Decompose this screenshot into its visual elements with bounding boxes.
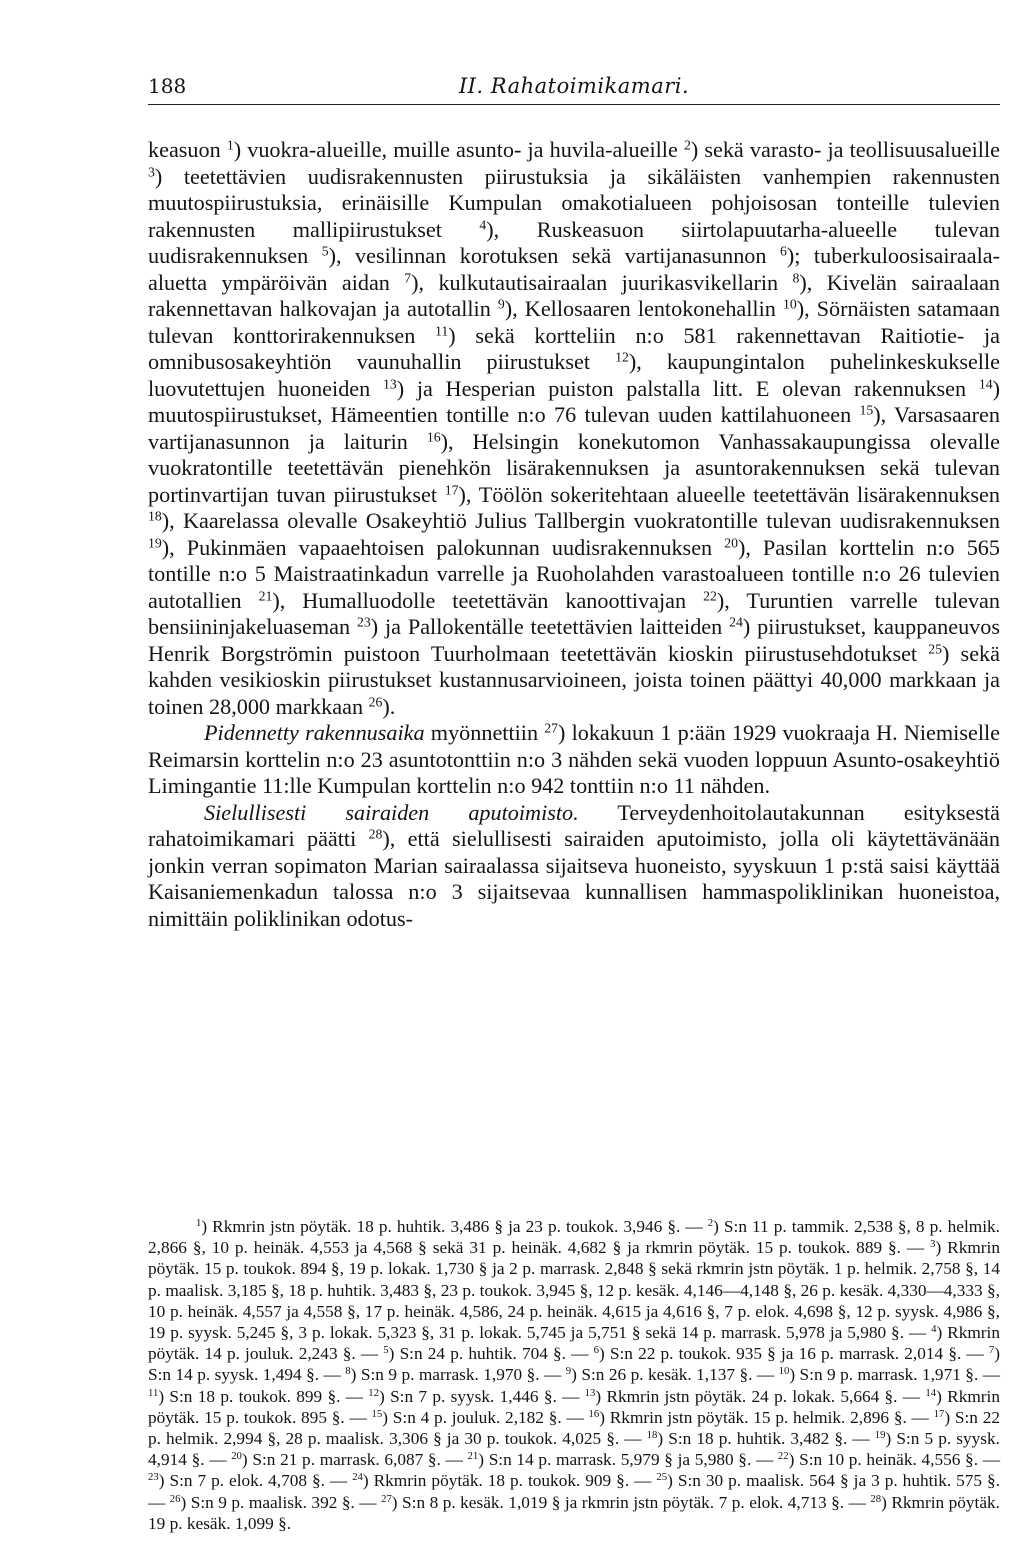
footnote-ref: 2 — [707, 1217, 714, 1230]
text-run: ) S:n 9 p. marrask. 1,971 §. — — [789, 1365, 1001, 1385]
footnote-ref: 25 — [656, 1471, 668, 1484]
footnote-ref: 26 — [169, 1492, 181, 1505]
footnote-ref: 21 — [467, 1450, 479, 1463]
footnote-ref: 23 — [356, 614, 371, 630]
text-run: ) S:n 22 p. helmik. 2,994 §, 28 p. maalisk. 3,306 § ja 30 p. toukok. 4,025 §. — — [148, 1407, 1000, 1449]
text-run: ) S:n 24 p. huhtik. 704 §. — — [388, 1344, 594, 1364]
footnote-ref: 10 — [782, 296, 797, 312]
footnote-ref: 26 — [368, 693, 383, 709]
footnote-ref: 14 — [925, 1386, 937, 1399]
text-run: ) sekä kortteliin n:o 581 rakennettavan Raitiotie- ja omnibusosakeyhtiön vaunuhallin piirustukset — [148, 322, 1000, 374]
footnote-ref: 27 — [381, 1492, 392, 1505]
footnote-ref: 21 — [258, 587, 273, 603]
text-run: ), Turuntien varrelle tulevan bensiininjakeluaseman — [148, 587, 1000, 639]
footnote-ref: 20 — [231, 1450, 242, 1463]
footnote-ref: 15 — [859, 402, 874, 418]
text-run: ) sekä varasto- ja teollisuusalueille — [690, 137, 1000, 162]
footnote-ref: 11 — [148, 1386, 159, 1399]
footnote-ref: 27 — [544, 720, 558, 736]
footnote-ref: 16 — [426, 428, 441, 444]
text-run: ), vesilinnan korotuksen sekä vartijanasunnon — [328, 243, 780, 268]
footnote-ref: 9 — [497, 296, 505, 312]
footnote-ref: 19 — [148, 534, 162, 550]
footnote-ref: 6 — [780, 243, 787, 259]
footnote-ref: 18 — [646, 1429, 658, 1442]
text-run: ), Pasilan korttelin n:o 565 tontille n:o 5 Maistraatinkadun varrelle ja Ruoholahden varastoalueen tontille n:o 26 tulevien autotallien — [148, 534, 1000, 613]
footnote-ref: 23 — [148, 1471, 159, 1484]
text-run: ); tuberkuloosisairaala-aluetta ympäröivän aidan — [148, 243, 1000, 295]
text-run: ) S:n 9 p. maalisk. 392 §. — — [180, 1492, 382, 1512]
text-run: keasuon — [148, 137, 227, 162]
text-run: ) Rkmrin jstn pöytäk. 15 p. helmik. 2,896 §. — — [599, 1407, 934, 1427]
text-run: ) teetettävien uudisrakennusten piirustuksia ja sikäläisten vanhempien rakennusten muutospiirustuksia, erinäisille Kumpulan omakotialueen pohjoisosan tonteille tulevien rakennusten mallipiirustukset — [148, 163, 1000, 242]
footnote-ref: 22 — [777, 1450, 789, 1463]
text-run: ) S:n 5 p. syysk. 4,914 §. — — [148, 1429, 1000, 1470]
text-run: ) S:n 9 p. marrask. 1,970 §. — — [350, 1365, 566, 1385]
footnote-ref: 4 — [479, 216, 487, 232]
footnote-ref: 8 — [345, 1365, 351, 1378]
page-header — [148, 70, 1000, 104]
footnote-ref: 13 — [584, 1386, 596, 1399]
footnote-ref: 28 — [870, 1492, 882, 1505]
text-run: ) S:n 30 p. maalisk. 564 § ja 3 p. huhtik. 575 §. — — [148, 1471, 1001, 1512]
text-run: ) S:n 7 p. elok. 4,708 §. — — [158, 1471, 353, 1491]
text-run: ) vuokra-alueille, muille asunto- ja huvila-alueille — [233, 137, 684, 162]
text-run: myönnettiin — [424, 720, 545, 745]
text-run: ) S:n 7 p. syysk. 1,446 §. — — [379, 1386, 585, 1406]
text-run: ), Töölön sokeritehtaan alueelle teetettävän lisärakennuksen — [458, 481, 1000, 507]
running-title: II. Rahatoimikamari. — [458, 74, 690, 98]
section-title: Sielullisesti sairaiden aputoimisto. — [204, 799, 579, 825]
footnote-ref: 12 — [615, 349, 629, 365]
text-run: ) piirustukset, kauppaneuvos Henrik Borgströmin puistoon Tuurholmaan teetettävän kioskin piirustusehdotukset — [148, 614, 1000, 666]
text-run: ), Kivelän sairaalaan rakennettavan halkovajan ja autotallin — [148, 269, 1001, 321]
footnote-ref: 7 — [988, 1344, 995, 1357]
text-run: ), kulkutautisairaalan juurikasvikellarin — [411, 269, 793, 295]
footnote-ref: 19 — [874, 1429, 886, 1442]
text-run: ), Kellosaaren lentokonehallin — [504, 296, 783, 321]
text-run: ) ja Pallokentälle teetettävien laitteiden — [370, 614, 730, 639]
text-run: ) Rkmrin pöytäk. 19 p. kesäk. 1,099 §. — [148, 1492, 1000, 1533]
text-run: ), Sörnäisten satamaan tulevan konttorirakennuksen — [148, 296, 1000, 348]
footnote-ref: 28 — [368, 826, 383, 842]
text-run: ) S:n 8 p. kesäk. 1,019 § ja rkmrin jstn pöytäk. 7 p. elok. 4,713 §. — — [391, 1492, 871, 1512]
footnote-ref: 16 — [588, 1407, 600, 1420]
text-run: ) S:n 4 p. jouluk. 2,182 §. — — [382, 1407, 589, 1427]
paragraph-aputoimisto — [148, 800, 1000, 933]
footnote-ref: 1 — [196, 1217, 202, 1230]
text-run: ) Rkmrin pöytäk. 15 p. toukok. 894 §, 19 p. lokak. 1,730 § ja 2 p. marrask. 2,848 § sekä rkmrin jstn pöytäk. 1 p. helmik. 2,758 §, 14 p. maalisk. 3,185 §, 18 p. huhtik. 3,483 §, 23 p. toukok. 3,945 §, 12 p. kesäk. 4,146—4,148 §, 26 p. kesäk. 4,330—4,333 §, 10 p. heinäk. 4,557 ja 4,558 §, 17 p. heinäk. 4,586, 24 p. heinäk. 4,615 ja 4,616 §, 7 p. elok. 4,698 §, 12 p. syysk. 4,986 §, 19 p. syysk. 5,245 §, 3 p. lokak. 5,323 §, 31 p. lokak. 5,745 ja 5,751 § sekä 14 p. marrask. 5,978 ja 5,980 §. — — [148, 1238, 1000, 1343]
section-title: Pidennetty rakennusaika — [204, 720, 425, 745]
footnote-ref: 15 — [371, 1407, 383, 1420]
text-run: Terveydenhoitolautakunnan esityksestä rahatoimikamari päätti — [148, 799, 1000, 851]
text-run: ), Pukinmäen vapaaehtoisen palokunnan uudisrakennuksen — [161, 534, 725, 560]
footnote-ref: 17 — [933, 1407, 945, 1420]
text-run: ) S:n 14 p. syysk. 1,494 §. — — [148, 1344, 1000, 1385]
footnote-ref: 25 — [928, 640, 943, 656]
footnote-ref: 17 — [444, 481, 459, 497]
text-run: ), Helsingin konekutomon Vanhassakaupungissa olevalle vuokratontille teetettävän pienehkön lisärakennuksen ja asuntorakennuksen sekä tulevan portinvartijan tuvan piirustukset — [148, 428, 1000, 507]
footnote-ref: 18 — [148, 508, 162, 524]
footnote-ref: 5 — [383, 1344, 389, 1357]
text-run: ), Ruskeasuon siirtolapuutarha-alueelle tulevan uudisrakennuksen — [148, 216, 1000, 268]
footnote-ref: 22 — [703, 587, 717, 603]
text-run: ), Humalluodolle teetettävän kanoottivajan — [272, 587, 704, 613]
text-run: ) Rkmrin jstn pöytäk. 24 p. lokak. 5,664 §. — — [595, 1386, 926, 1406]
footnote-ref: 4 — [931, 1323, 937, 1336]
text-run: ) sekä kahden vesikioskin piirustukset kustannusarvioineen, joista toinen päättyi 40,000 markkaan ja toinen 28,000 markkaan — [148, 640, 1000, 719]
header-rule — [148, 104, 1000, 105]
text-run: ) Rkmrin pöytäk. 18 p. toukok. 909 §. — — [362, 1471, 657, 1491]
text-run: ) Rkmrin pöytäk. 14 p. jouluk. 2,243 §. — — [148, 1323, 1000, 1364]
footnote-ref: 2 — [683, 137, 691, 153]
text-run: ) muutospiirustukset, Hämeentien tontille n:o 76 tulevan uuden kattilahuoneen — [148, 375, 1000, 427]
body-text — [148, 137, 1000, 932]
text-run: ), Varsasaaren vartijanasunnon ja laiturin — [148, 402, 1000, 454]
footnote-ref: 20 — [724, 534, 738, 550]
footnote-ref: 14 — [978, 375, 993, 391]
text-run: ) S:n 26 p. kesäk. 1,137 §. — — [571, 1365, 779, 1385]
text-run: ) S:n 18 p. toukok. 899 §. — — [158, 1386, 369, 1406]
footnote-ref: 10 — [778, 1365, 790, 1378]
footnote-ref: 5 — [321, 243, 329, 259]
text-run: ), kaupungintalon puhelinkeskukselle luovutettujen huoneiden — [148, 349, 1000, 401]
footnote-ref: 6 — [593, 1344, 599, 1357]
paragraph-continued — [148, 137, 1000, 720]
page-number: 188 — [148, 74, 187, 98]
text-run: ) S:n 14 p. marrask. 5,979 § ja 5,980 §. — — [478, 1450, 778, 1470]
text-run: ) Rkmrin jstn pöytäk. 18 p. huhtik. 3,486 § ja 23 p. toukok. 3,946 §. — — [201, 1217, 708, 1236]
footnote-ref: 7 — [404, 269, 412, 285]
text-run: ), Kaarelassa olevalle Osakeyhtiö Julius Tallbergin vuokratontille tulevan uudisrakennuksen — [161, 508, 1000, 533]
footnote-ref: 24 — [729, 614, 743, 630]
footnote-ref: 13 — [382, 375, 397, 391]
footnotes — [148, 1216, 1000, 1534]
footnote-ref: 12 — [368, 1386, 380, 1399]
footnote-ref: 3 — [148, 163, 155, 179]
text-run: ) S:n 11 p. tammik. 2,538 §, 8 p. helmik. 2,866 §, 10 p. heinäk. 4,553 ja 4,568 § sekä 31 p. heinäk. 4,682 § ja rkmrin pöytäk. 15 p. toukok. 889 §. — — [148, 1217, 1000, 1258]
footnote-ref: 11 — [435, 322, 449, 338]
text-run: ) ja Hesperian puiston palstalla litt. E olevan rakennuksen — [396, 375, 979, 401]
footnote-ref: 1 — [226, 137, 234, 153]
footnote-ref: 9 — [565, 1365, 572, 1378]
text-run: ) Rkmrin pöytäk. 15 p. toukok. 895 §. — — [148, 1386, 1000, 1427]
text-run: ) S:n 22 p. toukok. 935 § ja 16 p. marrask. 2,014 §. — — [598, 1344, 989, 1364]
footnote-ref: 24 — [352, 1471, 363, 1484]
text-run: ), että sielullisesti sairaiden aputoimisto, jolla oli käytettävänään jonkin verran sopimaton Marian sairaalassa sijaitseva huoneisto, syyskuun 1 p:stä saisi käyttää Kaisaniemenkadun talossa n:o 3 sijaitsevaa kunnallisen hammaspoliklinikan huoneistoa, nimittäin poliklinikan odotus- — [148, 826, 1000, 931]
text-run: ) S:n 18 p. huhtik. 3,482 §. — — [657, 1429, 875, 1449]
footnote-ref: 3 — [930, 1238, 936, 1251]
text-run: ). — [382, 693, 396, 719]
paragraph-pidennetty-rakennusaika — [148, 720, 1000, 800]
text-run: ) S:n 10 p. heinäk. 4,556 §. — — [788, 1450, 1000, 1470]
text-run: ) lokakuun 1 p:ään 1929 vuokraaja H. Niemiselle Reimarsin korttelin n:o 23 asuntotonttiin n:o 3 nähden sekä vuoden loppuun Asunto-osakeyhtiö Limingantie 11:lle Kumpulan korttelin n:o 942 tonttiin n:o 11 nähden. — [148, 720, 1000, 798]
text-run: ) S:n 21 p. marrask. 6,087 §. — — [241, 1450, 468, 1470]
footnote-ref: 8 — [792, 269, 800, 285]
